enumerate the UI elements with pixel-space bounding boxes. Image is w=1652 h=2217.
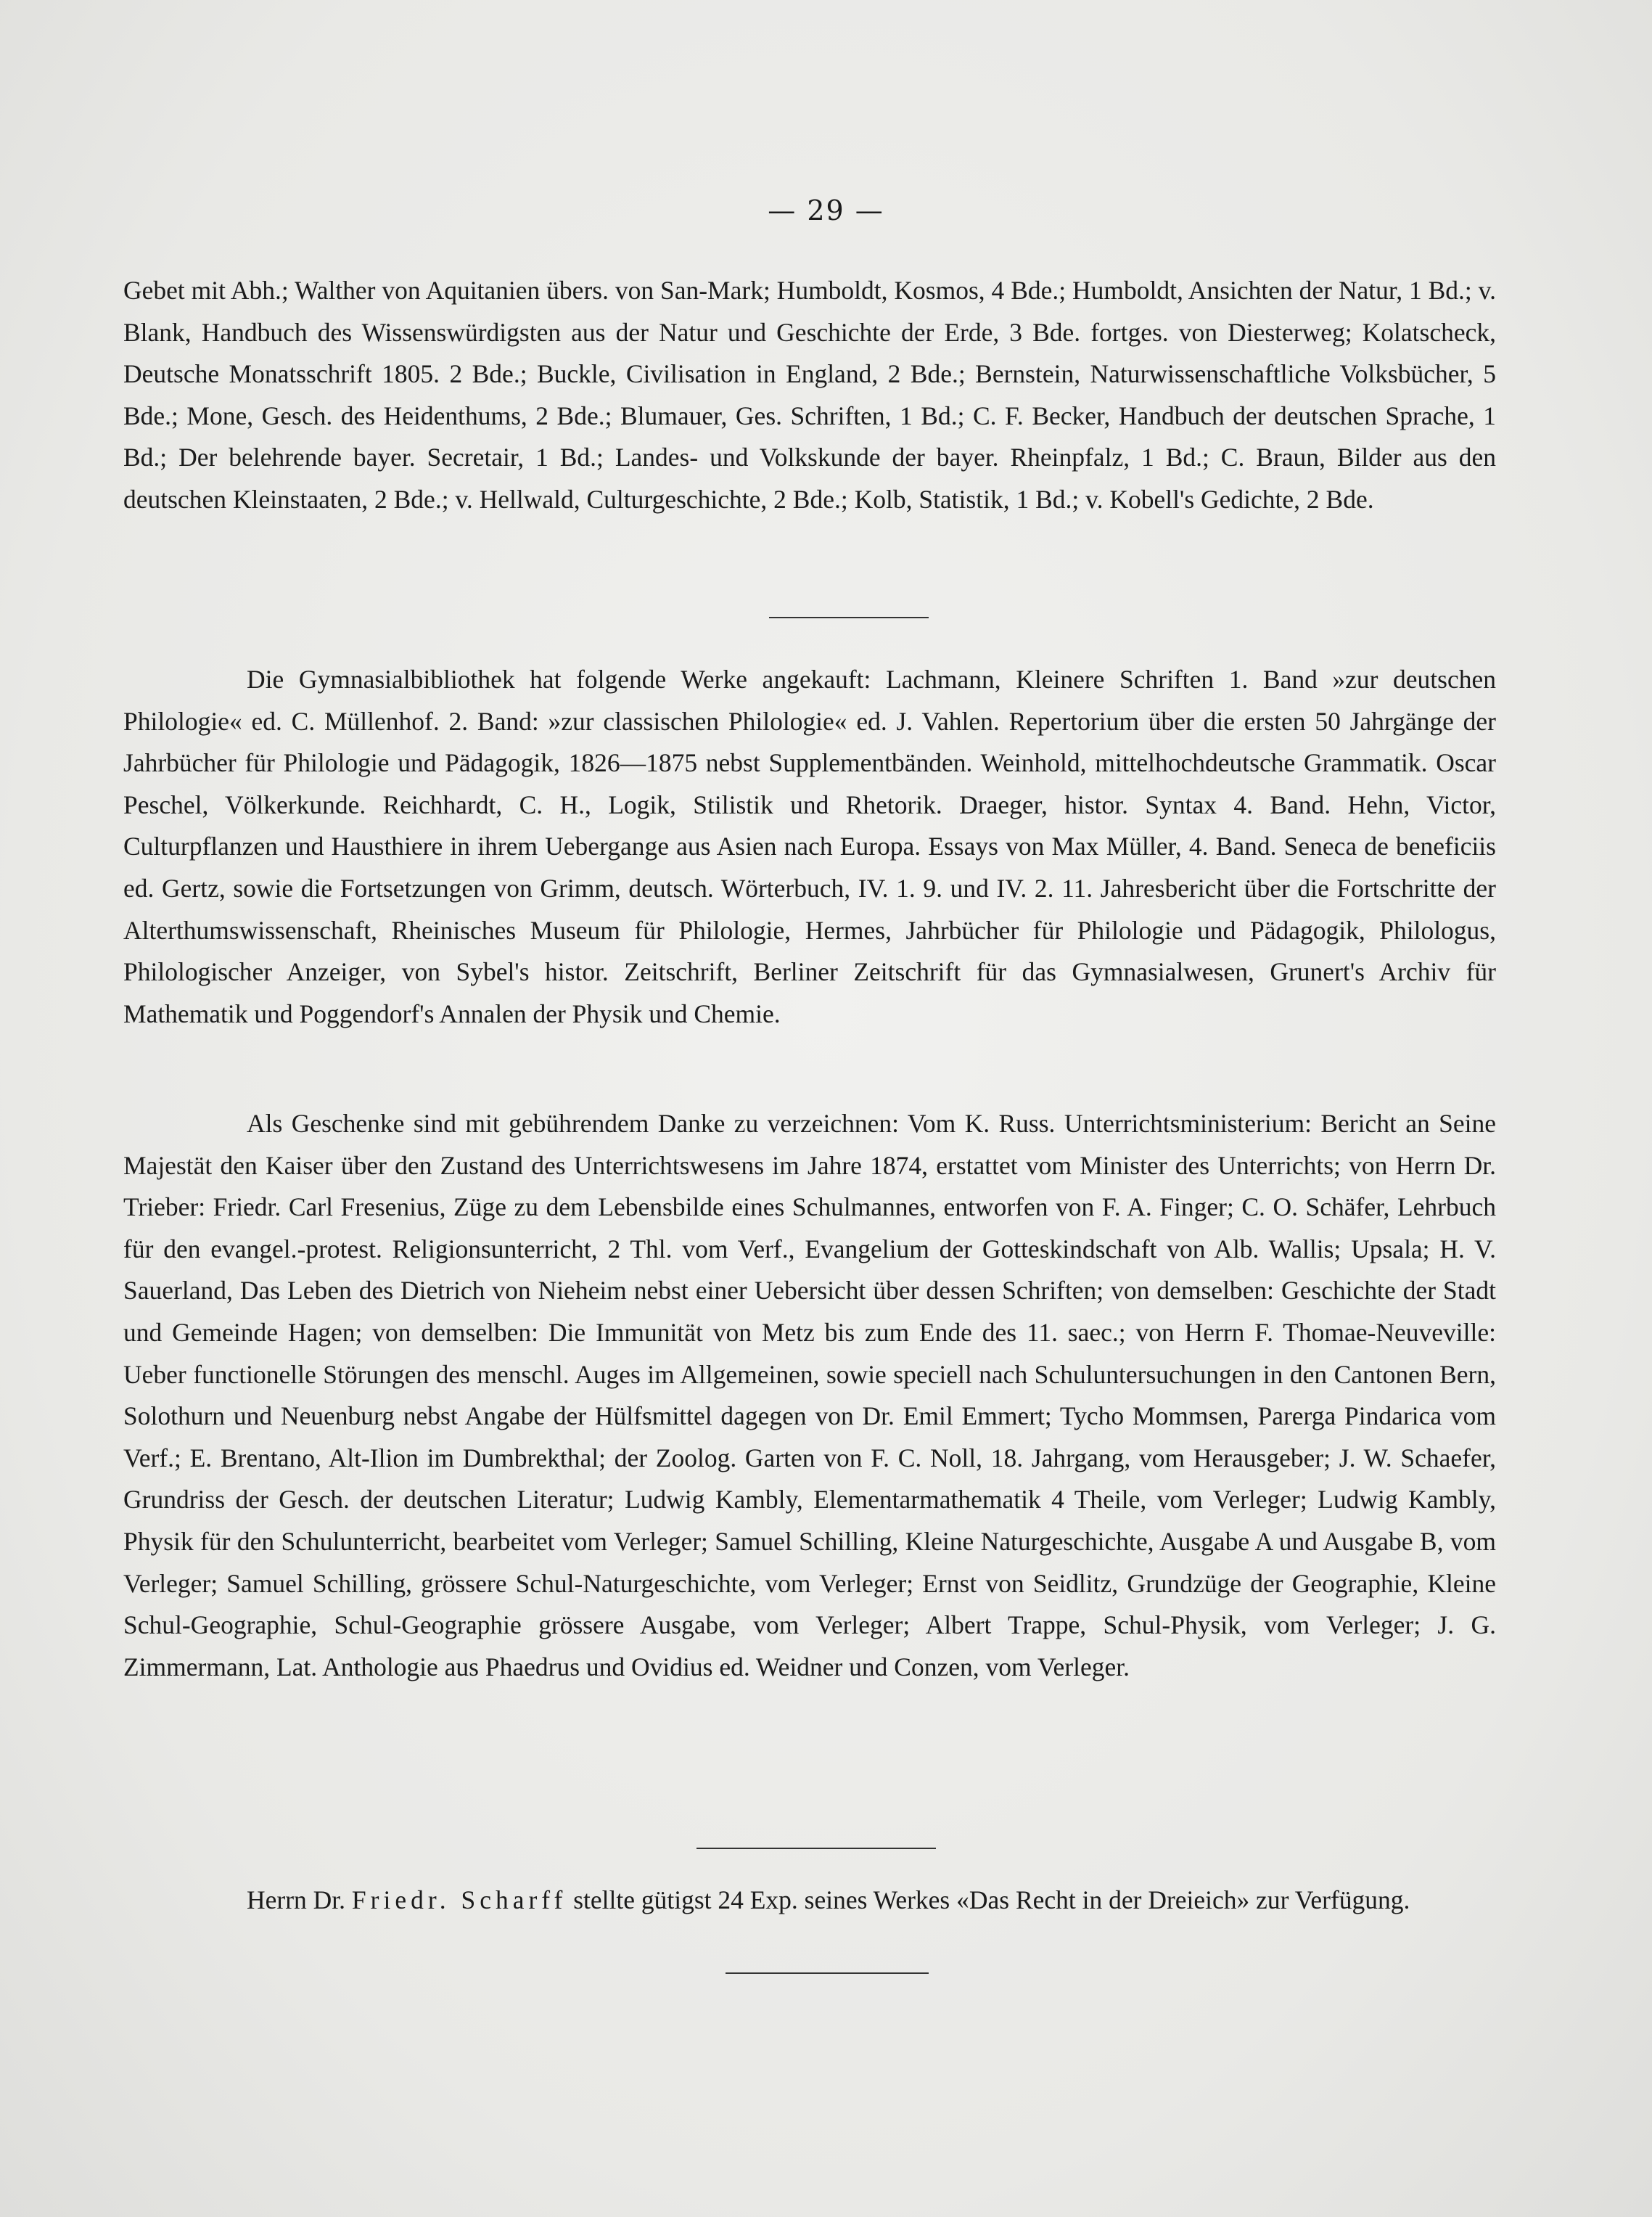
section-divider [696,1848,936,1849]
section-divider [726,1972,929,1974]
paragraph-text [123,1880,1496,1922]
donor-name: Friedr. Scharff [351,1885,567,1914]
paragraph-text: Als Geschenke sind mit gebührendem Danke zu verzeichnen: Vom K. Russ. Unterrichtsministerium: Bericht an Seine Majestät den Kaiser über den Zustand des Unterrichtswesens im Jahre 1874, erstattet vom Minister des Unterrichts; von Herrn Dr. Trieber: Friedr. Carl Fresenius, Züge zu dem Lebensbilde eines Schulmannes, entworfen von F. A. Finger; C. O. Schäfer, Lehrbuch für den evangel.-protest. Religionsunterricht, 2 Thl. vom Verf., Evangelium der Gotteskindschaft von Alb. Wallis; Upsala; H. V. Sauerland, Das Leben des Dietrich von Nieheim nebst einer Uebersicht über dessen Schriften; von demselben: Geschichte der Stadt und Gemeinde Hagen; von demselben: Die Immunität von Metz bis zum Ende des 11. saec.; von Herrn F. Thomae-Neuveville: Ueber functionelle Störungen des menschl. Auges im Allgemeinen, sowie speciell nach Schuluntersuchungen in den Cantonen Bern, Solothurn und Neuenburg nebst Angabe der Hülfsmittel dagegen von Dr. Emil Emmert; Tycho Mommsen, Parerga Pindarica vom Verf.; E. Brentano, Alt-Ilion im Dumbrekthal; der Zoolog. Garten von F. C. Noll, 18. Jahrgang, vom Herausgeber; J. W. Schaefer, Grundriss der Gesch. der deutschen Literatur; Ludwig Kambly, Elementarmathematik 4 Theile, vom Verleger; Ludwig Kambly, Physik für den Schulunterricht, bearbeitet vom Verleger; Samuel Schilling, Kleine Naturgeschichte, Ausgabe A und Ausgabe B, vom Verleger; Samuel Schilling, grössere Schul-Naturgeschichte, vom Verleger; Ernst von Seidlitz, Grundzüge der Geographie, Kleine Schul-Geographie, Schul-Geographie grössere Ausgabe, vom Verleger; Albert Trappe, Schul-Physik, vom Verleger; J. G. Zimmermann, Lat. Anthologie aus Phaedrus und Ovidius ed. Weidner und Conzen, vom Verleger. [123,1109,1496,1681]
paragraph-gifts-continued [123,270,1496,521]
paragraph-scharff-donation [123,1880,1496,1922]
paragraph-suffix: stellte gütigst 24 Exp. seines Werkes «Das Recht in der Dreieich» zur Verfügung. [567,1885,1410,1914]
paragraph-text: Gebet mit Abh.; Walther von Aquitanien übers. von San-Mark; Humboldt, Kosmos, 4 Bde.; Humboldt, Ansichten der Natur, 1 Bd.; v. Blank, Handbuch des Wissenswürdigsten aus der Natur und Geschichte der Erde, 3 Bde. fortges. von Diesterweg; Kolatscheck, Deutsche Monatsschrift 1805. 2 Bde.; Buckle, Civilisation in England, 2 Bde.; Bernstein, Naturwissenschaftliche Volksbücher, 5 Bde.; Mone, Gesch. des Heidenthums, 2 Bde.; Blumauer, Ges. Schriften, 1 Bd.; C. F. Becker, Handbuch der deutschen Sprache, 1 Bd.; Der belehrende bayer. Secretair, 1 Bd.; Landes- und Volkskunde der bayer. Rheinpfalz, 1 Bd.; C. Braun, Bilder aus den deutschen Kleinstaaten, 2 Bde.; v. Hellwald, Culturgeschichte, 2 Bde.; Kolb, Statistik, 1 Bd.; v. Kobell's Gedichte, 2 Bde. [123,276,1496,514]
section-divider [769,617,929,618]
page-number: — 29 — [768,194,884,226]
paragraph-donations [123,1103,1496,1688]
paragraph-text: Die Gymnasialbibliothek hat folgende Werke angekauft: Lachmann, Kleinere Schriften 1. Band »zur deutschen Philologie« ed. C. Müllenhof. 2. Band: »zur classischen Philologie« ed. J. Vahlen. Repertorium über die ersten 50 Jahrgänge der Jahrbücher für Philologie und Pädagogik, 1826—1875 nebst Supplementbänden. Weinhold, mittelhochdeutsche Grammatik. Oscar Peschel, Völkerkunde. Reichhardt, C. H., Logik, Stilistik und Rhetorik. Draeger, histor. Syntax 4. Band. Hehn, Victor, Culturpflanzen und Hausthiere in ihrem Uebergange aus Asien nach Europa. Essays von Max Müller, 4. Band. Seneca de beneficiis ed. Gertz, sowie die Fortsetzungen von Grimm, deutsch. Wörterbuch, IV. 1. 9. und IV. 2. 11. Jahresbericht über die Fortschritte der Alterthumswissenschaft, Rheinisches Museum für Philologie, Hermes, Jahrbücher für Philologie und Pädagogik, Philologus, Philologischer Anzeiger, von Sybel's histor. Zeitschrift, Berliner Zeitschrift für das Gymnasialwesen, Grunert's Archiv für Mathematik und Poggendorf's Annalen der Physik und Chemie. [123,665,1496,1028]
paragraph-prefix: Herrn Dr. [247,1885,352,1914]
paragraph-library-purchases [123,659,1496,1035]
